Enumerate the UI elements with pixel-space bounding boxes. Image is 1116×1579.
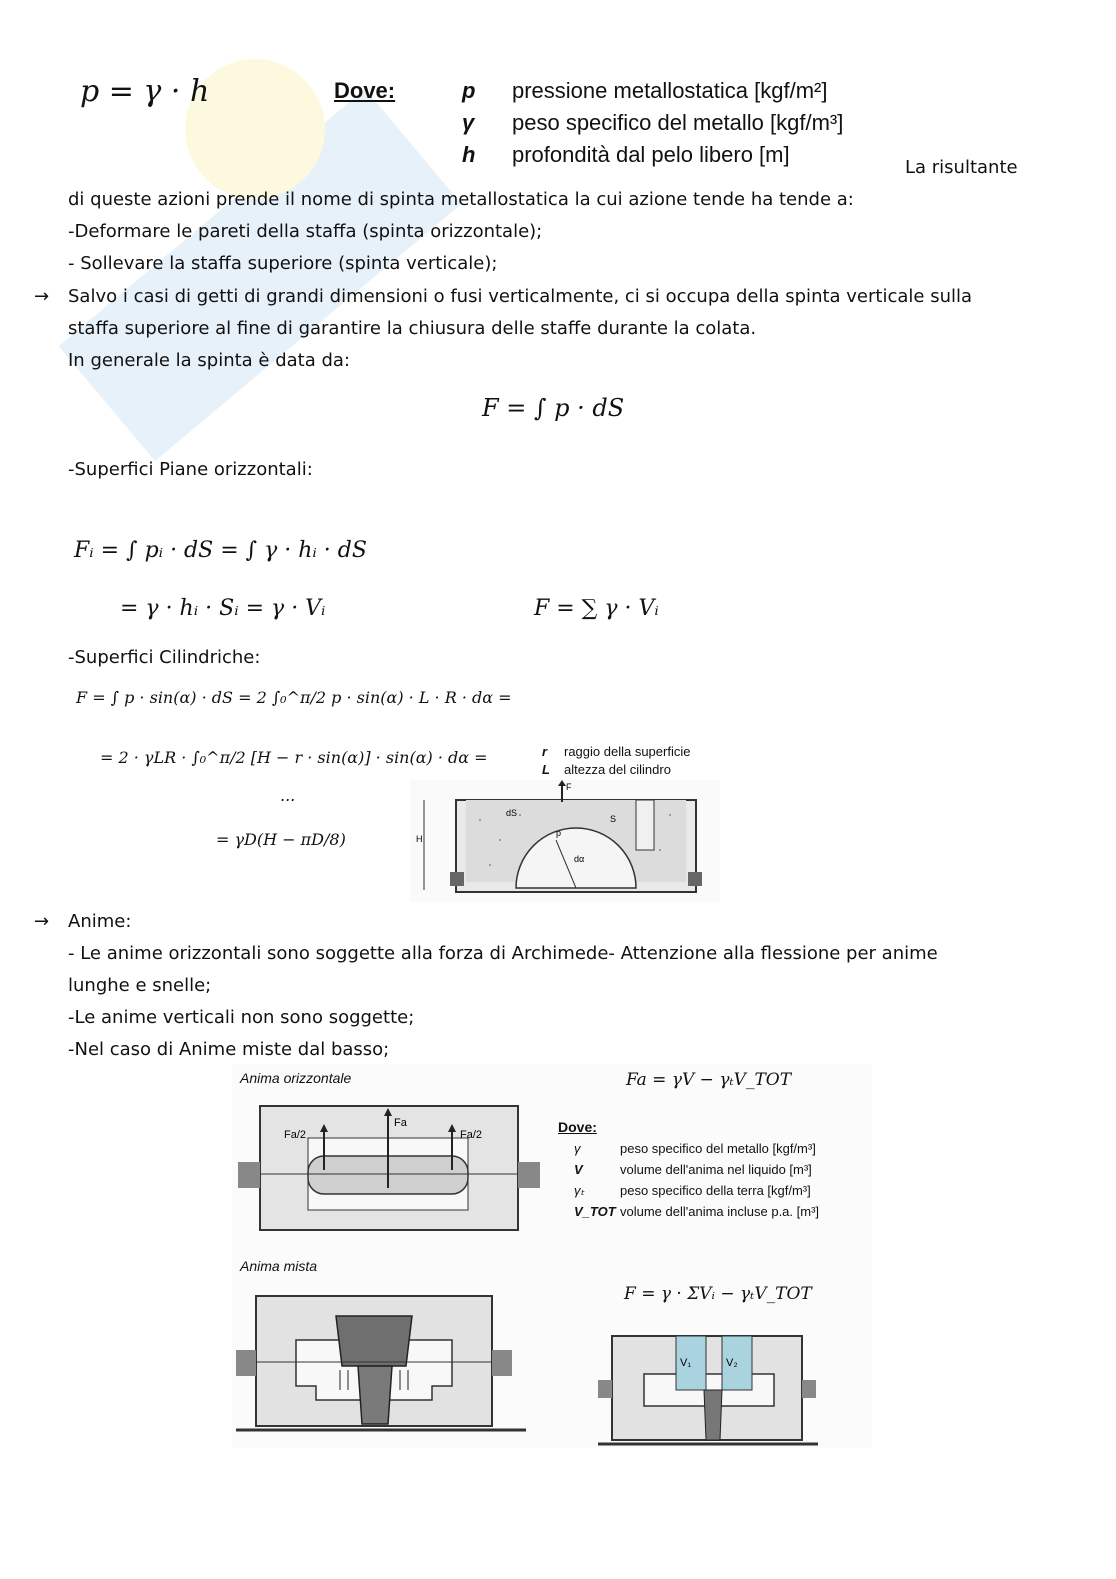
label-anima-mista: Anima mista	[240, 1258, 318, 1274]
cil-r-text: raggio della superficie	[564, 744, 691, 759]
la-risultante: La risultante	[905, 157, 1018, 178]
piane-formula-1: Fᵢ = ∫ pᵢ · dS = ∫ γ · hᵢ · dS	[74, 538, 367, 563]
cil-r-sym: r	[542, 744, 548, 759]
legend-sym-2: V	[574, 1162, 583, 1177]
label-v1: V₁	[680, 1357, 692, 1369]
legend-sym-4: V_TOT	[574, 1204, 616, 1219]
anime-line-1b: lunghe e snelle;	[68, 975, 212, 996]
cil-l-sym: L	[542, 762, 550, 777]
arrow-icon: →	[34, 286, 50, 307]
label-F: F	[566, 782, 572, 792]
label-v2: V₂	[726, 1357, 738, 1369]
anime-line-1: - Le anime orizzontali sono soggette alla forza di Archimede- Attenzione alla flessione per anime	[68, 943, 938, 964]
text-line-1: di queste azioni prende il nome di spinta metallostatica la cui azione tende ha tende a:	[68, 189, 854, 210]
anime-line-2: -Le anime verticali non sono soggette;	[68, 1007, 415, 1028]
spinta-formula: F = ∫ p · dS	[482, 394, 625, 422]
label-fa2-right: Fa/2	[460, 1129, 483, 1141]
anime-line-3: -Nel caso di Anime miste dal basso;	[68, 1039, 390, 1060]
label-da: dα	[574, 854, 585, 864]
cylinder-mold-diagram	[410, 780, 720, 902]
fa-formula: Fa = γV − γₜV_TOT	[626, 1070, 792, 1090]
text-line-3: - Sollevare la staffa superiore (spinta verticale);	[68, 253, 498, 274]
legend-text-3: peso specifico della terra [kgf/m³]	[620, 1183, 811, 1198]
legend-text-2: volume dell'anima nel liquido [m³]	[620, 1162, 812, 1177]
cil-title: -Superfici Cilindriche:	[68, 647, 261, 668]
label-p: p	[556, 828, 562, 838]
label-fa: Fa	[394, 1117, 407, 1129]
text-line-6: In generale la spinta è data da:	[68, 350, 351, 371]
text-line-2: -Deformare le pareti della staffa (spinta orizzontale);	[68, 221, 543, 242]
legend-text-1: peso specifico del metallo [kgf/m³]	[620, 1141, 816, 1156]
def-text-h: profondità dal pelo libero [m]	[512, 142, 790, 167]
text-line-5: staffa superiore al fine di garantire la chiusura delle staffe durante la colata.	[68, 318, 757, 339]
cil-formula-1: F = ∫ p · sin(α) · dS = 2 ∫₀^π/2 p · sin(α) · L · R · dα =	[76, 688, 512, 707]
anima-mista-diagram	[236, 1290, 526, 1440]
arrow-icon-2: →	[34, 911, 50, 932]
f-mista-formula: F = γ · ΣVᵢ − γₜV_TOT	[624, 1284, 812, 1304]
dove-label: Dove:	[334, 78, 396, 103]
def-sym-gamma: γ	[462, 110, 475, 135]
label-anima-orizzontale: Anima orizzontale	[240, 1070, 352, 1086]
watermark-logo	[20, 40, 500, 510]
def-text-p: pressione metallostatica [kgf/m²]	[512, 78, 828, 103]
anime-title: Anime:	[68, 911, 132, 932]
piane-formula-2: = γ · hᵢ · Sᵢ = γ · Vᵢ	[120, 596, 326, 621]
label-fa2-left: Fa/2	[284, 1129, 307, 1141]
cil-l-text: altezza del cilindro	[564, 762, 671, 777]
cil-formula-3: = γD(H − πD/8)	[216, 830, 346, 849]
cil-dots: ...	[280, 786, 296, 805]
cil-formula-2: = 2 · γLR · ∫₀^π/2 [H − r · sin(α)] · sin(α) · dα =	[100, 748, 488, 767]
def-text-gamma: peso specifico del metallo [kgf/m³]	[512, 110, 844, 135]
legend-dove: Dove:	[558, 1119, 597, 1135]
def-sym-h: h	[462, 142, 476, 167]
label-dS: dS	[506, 808, 518, 818]
piane-formula-3: F = ∑ γ · Vᵢ	[534, 596, 659, 621]
label-S: S	[610, 814, 617, 824]
legend-sym-3: γₜ	[574, 1183, 585, 1198]
anima-orizzontale-diagram	[238, 1098, 548, 1234]
legend-sym-1: γ	[574, 1141, 581, 1156]
formula-p: p = γ · h	[80, 74, 210, 109]
def-sym-p: p	[462, 78, 476, 103]
legend-text-4: volume dell'anima incluse p.a. [m³]	[620, 1204, 820, 1219]
label-H: H	[416, 834, 423, 844]
text-line-4: Salvo i casi di getti di grandi dimensioni o fusi verticalmente, ci si occupa della spinta verticale sulla	[68, 286, 973, 307]
piane-title: -Superfici Piane orizzontali:	[68, 459, 313, 480]
anima-mista-volumes-diagram	[598, 1328, 818, 1448]
